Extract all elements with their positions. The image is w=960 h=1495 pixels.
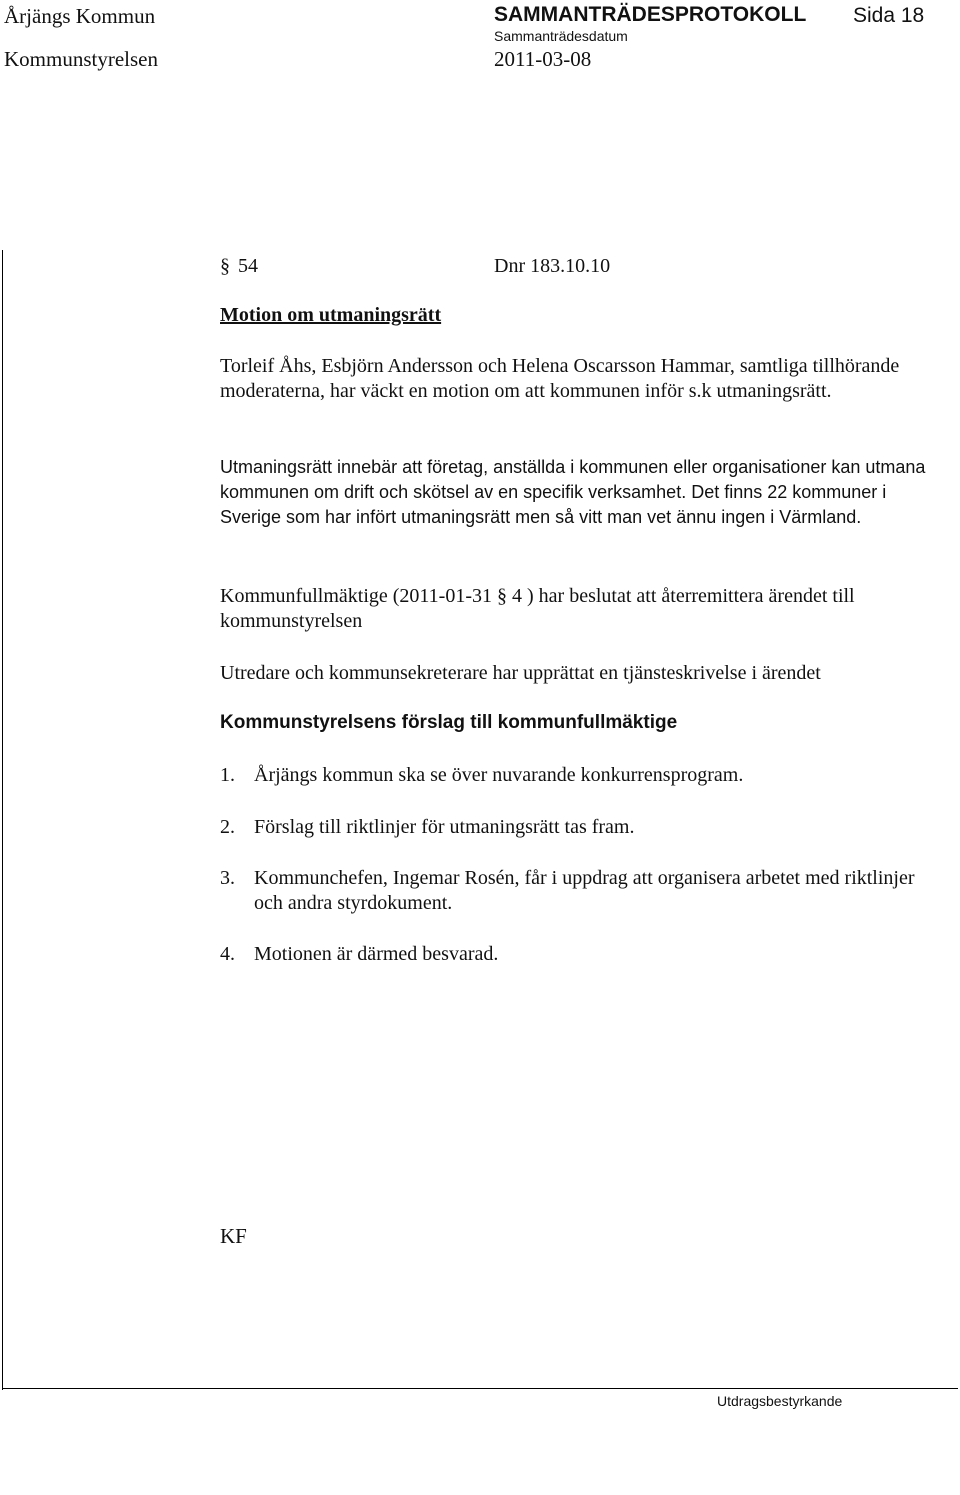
proposal-heading: Kommunstyrelsens förslag till kommunfullmäktige (220, 712, 678, 733)
list-item-number: 4. (220, 943, 235, 965)
list-item-text: Motionen är därmed besvarad. (254, 943, 499, 965)
footer-extract-label: Utdragsbestyrkande (717, 1393, 843, 1409)
list-item-number: 3. (220, 867, 235, 889)
left-margin-line (2, 250, 3, 1390)
paragraph-sign: § (220, 255, 230, 277)
list-item-text: Förslag till riktlinjer för utmaningsrätt tas fram. (254, 816, 635, 838)
list-item-text: Kommunchefen, Ingemar Rosén, får i uppdrag att organisera arbetet med riktlinjer och andra styrdokument. (254, 867, 915, 914)
header-date: 2011-03-08 (494, 47, 592, 71)
paragraph-kf-decision: Kommunfullmäktige (2011-01-31 § 4 ) har beslutat att återremittera ärendet till kommunstyrelsen (220, 585, 855, 632)
header-page-number: Sida 18 (853, 4, 925, 27)
footer-divider-line (2, 1388, 958, 1389)
list-item-number: 1. (220, 764, 235, 786)
item-title: Motion om utmaningsrätt (220, 304, 442, 326)
footer-initials: KF (220, 1224, 247, 1248)
header-doc-type: SAMMANTRÄDESPROTOKOLL (494, 3, 807, 26)
header-org: Årjängs Kommun (4, 4, 156, 28)
dnr: Dnr 183.10.10 (494, 255, 611, 277)
header-date-label: Sammanträdesdatum (494, 28, 628, 44)
paragraph-definition: Utmaningsrätt innebär att företag, anställda i kommunen eller organisationer kan utmana kommunen om drift och skötsel av en specifik verksamhet. Det finns 22 kommuner i Sverige som har infört utmaningsrätt men så vitt man vet ännu ingen i Värmland. (220, 457, 926, 527)
list-item-number: 2. (220, 816, 235, 838)
item-number: 54 (238, 255, 258, 277)
header-body: Kommunstyrelsen (4, 47, 158, 71)
paragraph-motion: Torleif Åhs, Esbjörn Andersson och Helena Oscarsson Hammar, samtliga tillhörande moderaterna, har väckt en motion om att kommunen inför s.k utmaningsrätt. (220, 355, 900, 402)
list-item-text: Årjängs kommun ska se över nuvarande konkurrensprogram. (254, 764, 744, 786)
paragraph-investigation: Utredare och kommunsekreterare har upprättat en tjänsteskrivelse i ärendet (220, 662, 821, 684)
